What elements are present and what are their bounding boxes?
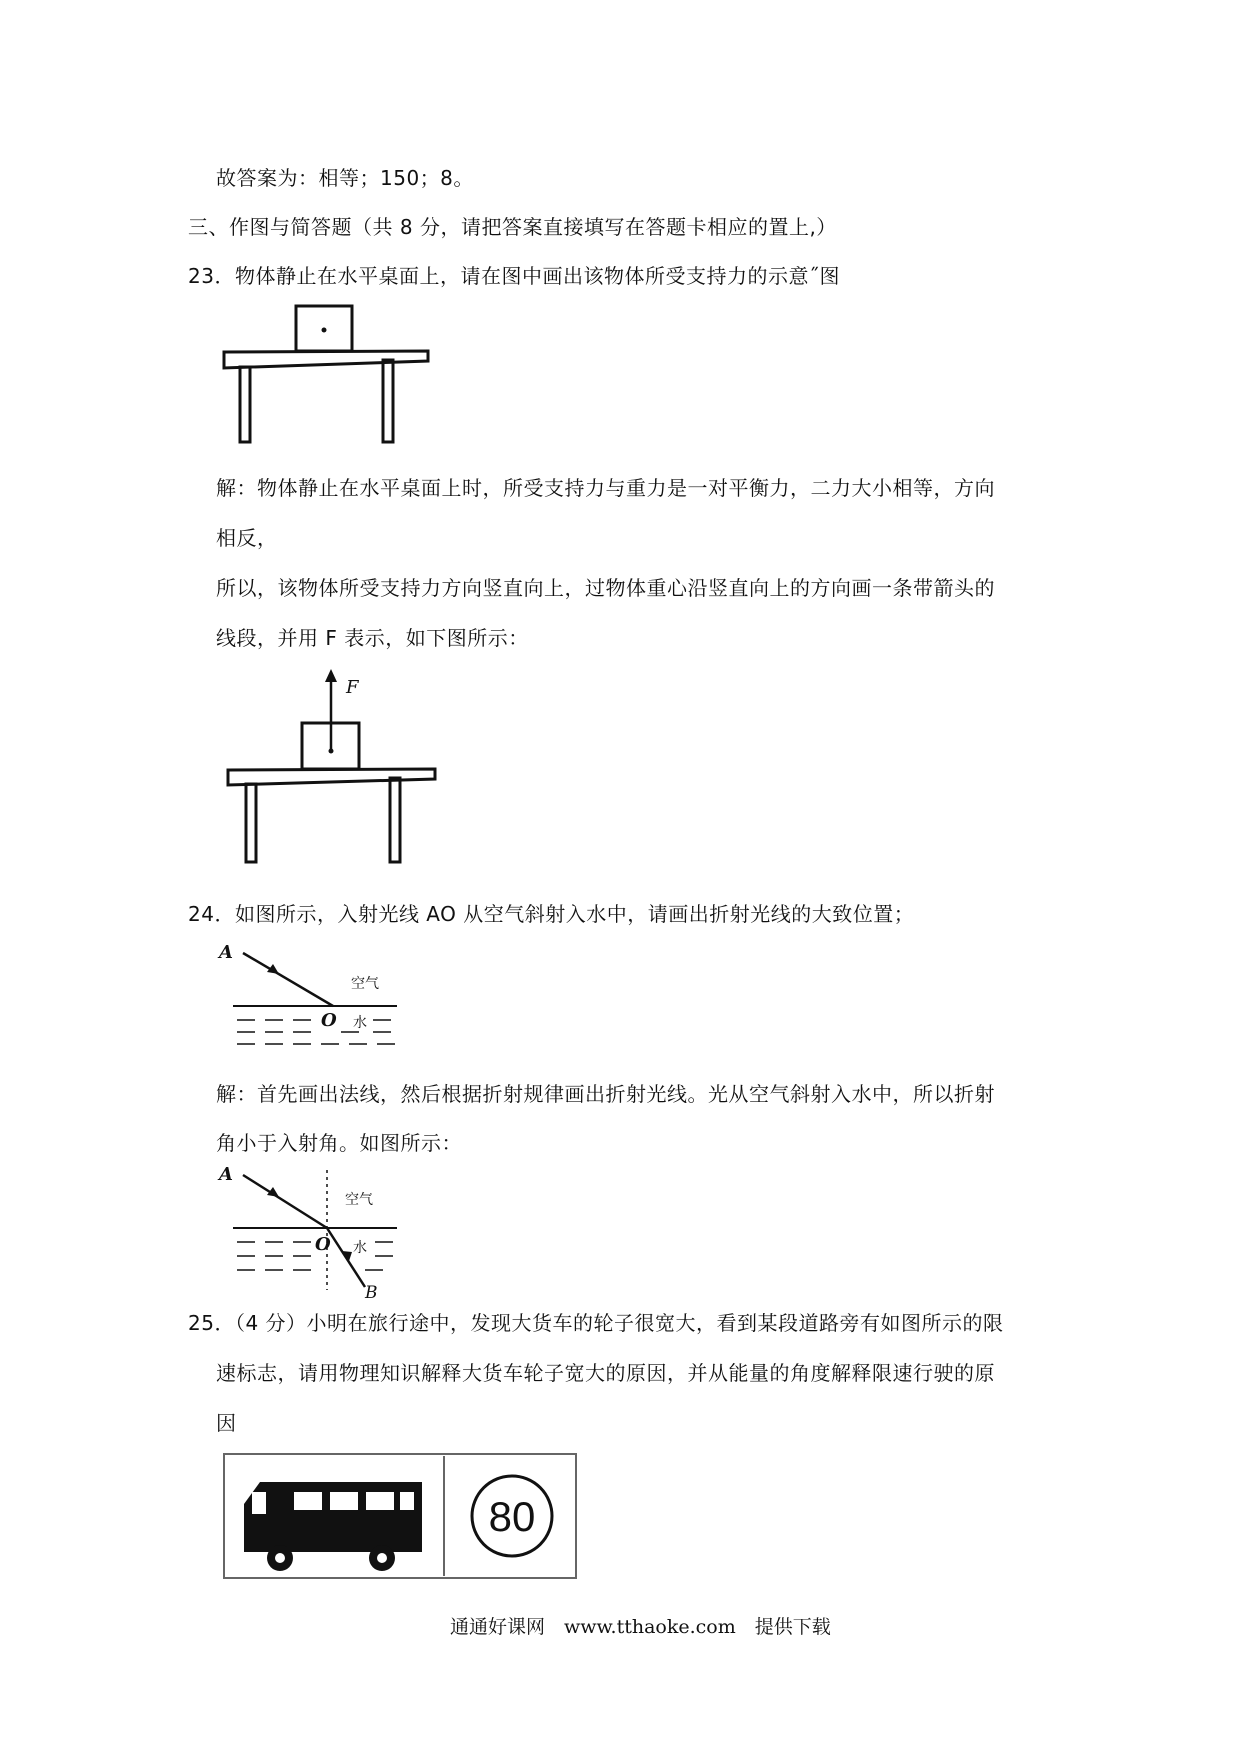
- page-footer: 通通好课网 www.tthaoke.com 提供下载: [450, 1616, 831, 1638]
- q24-solution-figure: [215, 1160, 415, 1300]
- label-a: A: [219, 1164, 233, 1185]
- table-leg-left: [246, 784, 256, 862]
- support-force-arrow-head: [325, 669, 337, 682]
- center-of-gravity-dot: [329, 749, 334, 754]
- q23-table-figure: [216, 300, 436, 450]
- q24-solution-2: 角小于入射角。如图所示：: [216, 1131, 462, 1155]
- label-water: 水: [353, 1240, 367, 1256]
- section-title: 三、作图与简答题（共 8 分，请把答案直接填写在答题卡相应的置上,）: [188, 215, 837, 239]
- q25-road-sign: [222, 1452, 582, 1584]
- incident-ray: [243, 953, 333, 1006]
- q25-question-1: 25．（4 分）小明在旅行途中，发现大货车的轮子很宽大，看到某段道路旁有如图所示的限: [188, 1311, 1004, 1335]
- q23-solution-3: 所以，该物体所受支持力方向竖直向上，过物体重心沿竖直向上的方向画一条带箭头的: [216, 576, 995, 600]
- speed-limit-value: 80: [488, 1493, 536, 1540]
- answer-line: 故答案为：相等；150；8。: [216, 166, 474, 190]
- label-air: 空气: [345, 1192, 373, 1208]
- q24-solution-1: 解：首先画出法线，然后根据折射规律画出折射光线。光从空气斜射入水中，所以折射: [216, 1082, 995, 1106]
- center-of-gravity-dot: [322, 328, 327, 333]
- label-b: B: [365, 1283, 378, 1300]
- table-leg-right: [383, 360, 393, 442]
- label-water: 水: [353, 1015, 367, 1031]
- q24-question: 24．如图所示，入射光线 AO 从空气斜射入水中，请画出折射光线的大致位置；: [188, 902, 915, 926]
- q25-question-3: 因: [216, 1411, 237, 1435]
- q23-solution-1: 解：物体静止在水平桌面上时，所受支持力与重力是一对平衡力，二力大小相等，方向: [216, 476, 995, 500]
- q23-solution-4: 线段，并用 F 表示，如下图所示：: [216, 626, 529, 650]
- label-o: O: [321, 1010, 337, 1031]
- q23-force-figure: [220, 665, 450, 870]
- tabletop: [224, 351, 428, 368]
- q23-question: 23．物体静止在水平桌面上，请在图中画出该物体所受支持力的示意˝图: [188, 264, 840, 288]
- incident-ray: [243, 1175, 327, 1228]
- label-o: O: [315, 1234, 331, 1255]
- q25-question-2: 速标志，请用物理知识解释大货车轮子宽大的原因，并从能量的角度解释限速行驶的原: [216, 1361, 995, 1385]
- q24-question-figure: [215, 938, 415, 1058]
- table-leg-left: [240, 367, 250, 442]
- label-air: 空气: [351, 976, 379, 992]
- water-hatching: [237, 1020, 395, 1044]
- table-leg-right: [390, 778, 400, 862]
- label-a: A: [219, 942, 233, 963]
- tabletop: [228, 769, 435, 785]
- force-label: F: [346, 677, 359, 698]
- refracted-ray: [327, 1228, 365, 1287]
- q23-solution-2: 相反，: [216, 526, 278, 550]
